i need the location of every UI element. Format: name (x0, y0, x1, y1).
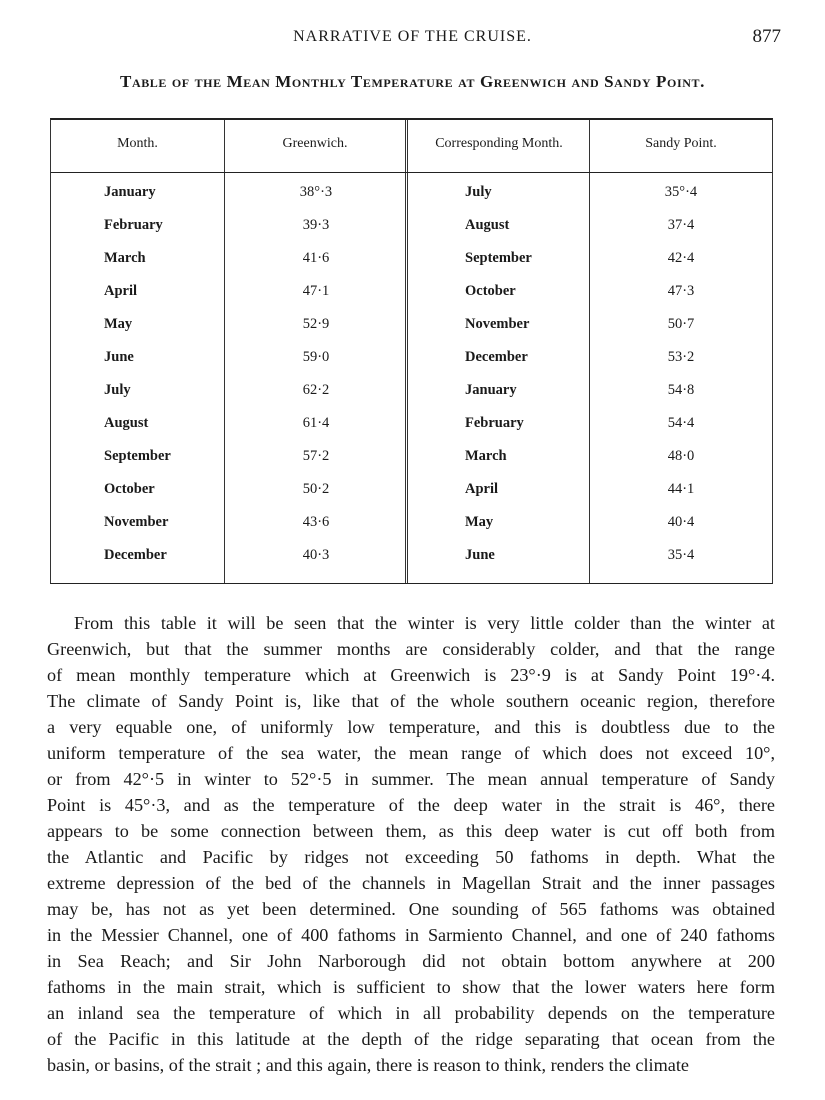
body-paragraph (47, 610, 775, 1078)
paragraph-line: the Atlantic and Pacific by ridges not exceeding 50 fathoms in depth. What the (47, 847, 775, 867)
cell-month: August (104, 415, 149, 431)
paragraph-line: appears to be some connection between them, as this deep water is cut off both from (47, 821, 775, 841)
cell-greenwich: 57·2 (302, 448, 330, 464)
cell-sandy-point: 37·4 (667, 217, 695, 233)
column-header-corresponding-month: Corresponding Month. (435, 136, 563, 151)
cell-month: February (104, 217, 163, 233)
cell-greenwich: 50·2 (302, 481, 330, 497)
cell-greenwich: 39·3 (302, 217, 330, 233)
cell-month: March (104, 250, 146, 266)
column-header-sandy-point: Sandy Point. (645, 136, 717, 151)
cell-month: May (104, 316, 133, 332)
cell-greenwich: 43·6 (302, 514, 330, 530)
paragraph-line: Point is 45°·3, and as the temperature of the deep water in the strait is 46°, there (47, 795, 775, 815)
paragraph-line: or from 42°·5 in winter to 52°·5 in summer. The mean annual temperature of Sandy (47, 769, 775, 789)
paragraph-line: of the Pacific in this latitude at the depth of the ridge separating that ocean from the (47, 1029, 775, 1049)
table-title: Table of the Mean Monthly Temperature at Greenwich and Sandy Point. (120, 72, 705, 91)
cell-corresponding-month: January (465, 382, 517, 398)
cell-greenwich: 38°·3 (299, 184, 333, 200)
cell-sandy-point: 54·8 (667, 382, 695, 398)
column-header-greenwich: Greenwich. (282, 136, 348, 151)
table-row (51, 382, 772, 415)
temperature-table (50, 118, 773, 584)
cell-month: July (104, 382, 131, 398)
cell-month: October (104, 481, 155, 497)
paragraph-line: extreme depression of the bed of the channels in Magellan Strait and the inner passages (47, 873, 775, 893)
cell-month: January (104, 184, 156, 200)
cell-sandy-point: 44·1 (667, 481, 695, 497)
cell-sandy-point: 40·4 (667, 514, 695, 530)
cell-month: June (104, 349, 134, 365)
cell-sandy-point: 54·4 (667, 415, 695, 431)
table-row (51, 349, 772, 382)
table-row (51, 547, 772, 580)
cell-corresponding-month: October (465, 283, 516, 299)
cell-corresponding-month: February (465, 415, 524, 431)
cell-corresponding-month: May (465, 514, 494, 530)
cell-sandy-point: 35·4 (667, 547, 695, 563)
paragraph-line: fathoms in the main strait, which is sufficient to show that the lower waters here form (47, 977, 775, 997)
cell-sandy-point: 53·2 (667, 349, 695, 365)
cell-month: November (104, 514, 169, 530)
cell-greenwich: 52·9 (302, 316, 330, 332)
paragraph-line: basin, or basins, of the strait ; and this again, there is reason to think, renders the climate (47, 1055, 689, 1075)
cell-sandy-point: 47·3 (667, 283, 695, 299)
paragraph-line: of mean monthly temperature which at Greenwich is 23°·9 is at Sandy Point 19°·4. (47, 665, 775, 685)
table-row (51, 217, 772, 250)
cell-corresponding-month: August (465, 217, 510, 233)
cell-corresponding-month: November (465, 316, 530, 332)
paragraph-line: uniform temperature of the sea water, the mean range of which does not exceed 10°, (47, 743, 775, 763)
table-row (51, 448, 772, 481)
running-head (40, 28, 785, 56)
cell-corresponding-month: April (465, 481, 499, 497)
cell-sandy-point: 50·7 (667, 316, 695, 332)
cell-greenwich: 47·1 (302, 283, 330, 299)
table-row (51, 415, 772, 448)
cell-greenwich: 59·0 (302, 349, 330, 365)
cell-corresponding-month: July (465, 184, 492, 200)
paragraph-line: The climate of Sandy Point is, like that of the whole southern oceanic region, therefore (47, 691, 775, 711)
paragraph-line: Greenwich, but that the summer months are considerably colder, and that the range (47, 639, 775, 659)
paragraph-line: From this table it will be seen that the winter is very little colder than the winter at (74, 613, 775, 633)
cell-greenwich: 62·2 (302, 382, 330, 398)
cell-greenwich: 61·4 (302, 415, 330, 431)
table-row (51, 481, 772, 514)
cell-corresponding-month: March (465, 448, 507, 464)
cell-month: September (104, 448, 171, 464)
cell-sandy-point: 48·0 (667, 448, 695, 464)
cell-sandy-point: 42·4 (667, 250, 695, 266)
cell-corresponding-month: June (465, 547, 495, 563)
cell-sandy-point: 35°·4 (664, 184, 698, 200)
paragraph-line: in Sea Reach; and Sir John Narborough did not obtain bottom anywhere at 200 (47, 951, 775, 971)
table-row (51, 514, 772, 547)
cell-corresponding-month: December (465, 349, 528, 365)
cell-month: December (104, 547, 167, 563)
paragraph-line: may be, has not as yet been determined. One sounding of 565 fathoms was obtained (47, 899, 775, 919)
cell-greenwich: 41·6 (302, 250, 330, 266)
column-header-month: Month. (117, 136, 158, 151)
cell-greenwich: 40·3 (302, 547, 330, 563)
paragraph-line: an inland sea the temperature of which in all probability depends on the temperature (47, 1003, 775, 1023)
table-row (51, 316, 772, 349)
table-row (51, 250, 772, 283)
running-title: NARRATIVE OF THE CRUISE. (293, 28, 532, 45)
table-header-row (51, 120, 772, 173)
paragraph-line: a very equable one, of uniformly low temperature, and this is doubtless due to the (47, 717, 775, 737)
page-number: 877 (752, 26, 781, 47)
cell-month: April (104, 283, 138, 299)
table-row (51, 283, 772, 316)
paragraph-line: in the Messier Channel, one of 400 fathoms in Sarmiento Channel, and one of 240 fathoms (47, 925, 775, 945)
cell-corresponding-month: September (465, 250, 532, 266)
table-row (51, 184, 772, 217)
